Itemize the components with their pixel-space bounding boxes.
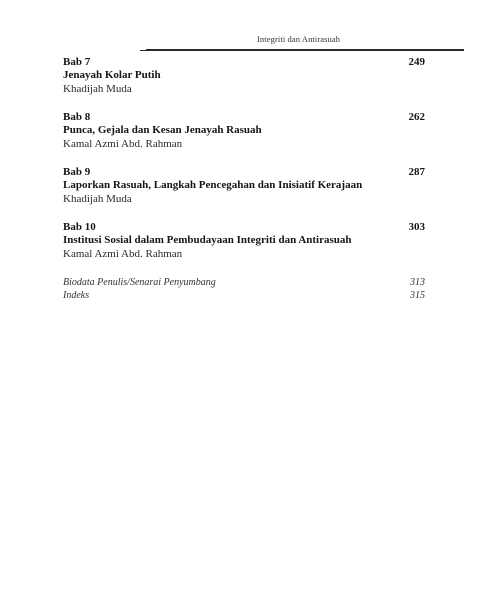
header-rule: [146, 49, 464, 51]
chapter-page-number: 287: [408, 166, 425, 178]
chapter-title: Jenayah Kolar Putih: [63, 69, 161, 81]
backmatter-page-number: 313: [410, 277, 425, 288]
chapter-number: Bab 10: [63, 221, 96, 233]
chapter-number: Bab 7: [63, 56, 91, 68]
backmatter-page-number: 315: [410, 290, 425, 301]
chapter-number: Bab 9: [63, 166, 91, 178]
chapter-author: Kamal Azmi Abd. Rahman: [63, 138, 183, 150]
toc-entry-bab-8[interactable]: [63, 111, 425, 151]
running-header: Integriti dan Antirasuah: [257, 34, 341, 44]
chapter-page-number: 303: [408, 221, 425, 233]
backmatter-label: Indeks: [63, 290, 90, 301]
chapter-title: Punca, Gejala dan Kesan Jenayah Rasuah: [63, 124, 262, 136]
chapter-title: Laporkan Rasuah, Langkah Pencegahan dan Inisiatif Kerajaan: [63, 179, 363, 191]
chapter-page-number: 249: [408, 56, 425, 68]
chapter-title: Institusi Sosial dalam Pembudayaan Integriti dan Antirasuah: [63, 234, 352, 246]
chapter-author: Khadijah Muda: [63, 83, 132, 95]
backmatter-label: Biodata Penulis/Senarai Penyumbang: [63, 277, 216, 288]
table-of-contents: [63, 56, 425, 302]
toc-entry-bab-7[interactable]: [63, 56, 425, 96]
chapter-number: Bab 8: [63, 111, 91, 123]
chapter-page-number: 262: [408, 111, 425, 123]
toc-entry-bab-10[interactable]: [63, 221, 425, 261]
toc-entry-indeks[interactable]: [63, 289, 425, 302]
backmatter-section: [63, 276, 425, 302]
chapter-author: Kamal Azmi Abd. Rahman: [63, 248, 183, 260]
toc-entry-biodata[interactable]: [63, 276, 425, 289]
chapter-author: Khadijah Muda: [63, 193, 132, 205]
toc-entry-bab-9[interactable]: [63, 166, 425, 206]
